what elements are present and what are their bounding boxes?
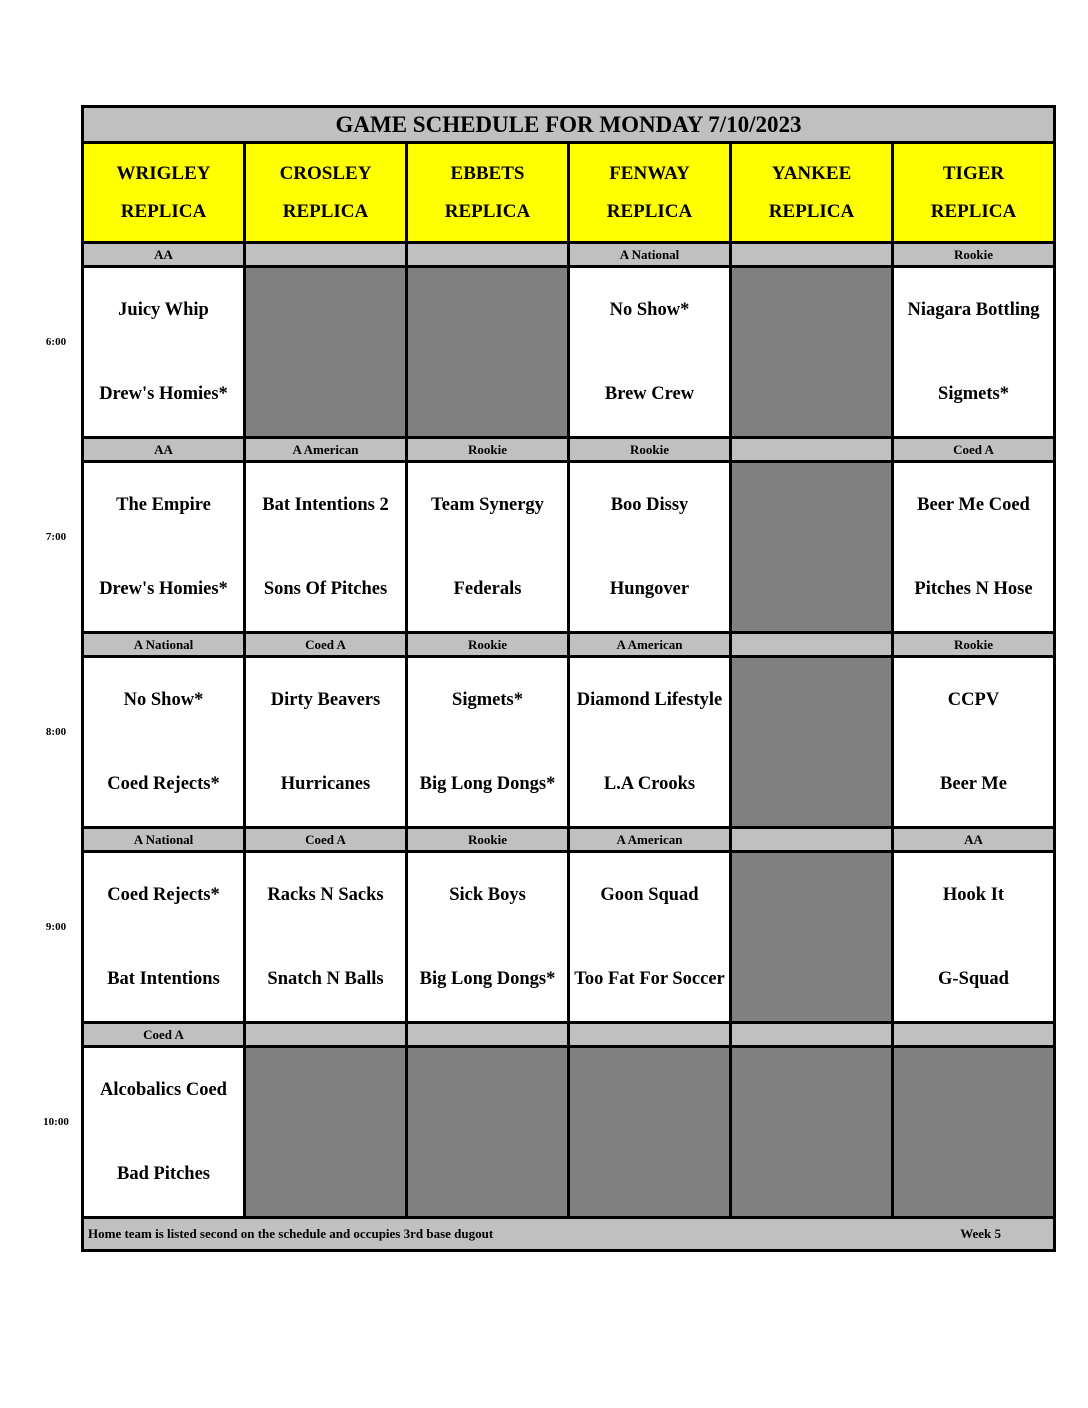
empty-slot <box>732 268 891 436</box>
away-team: Diamond Lifestyle <box>576 690 723 710</box>
field-name: EBBETS <box>450 162 525 184</box>
division-label <box>732 244 891 265</box>
time-label: 10:00 <box>43 1116 69 1128</box>
empty-slot <box>408 1048 567 1216</box>
division-label: A American <box>246 439 405 460</box>
field-name: YANKEE <box>771 162 852 184</box>
away-team: Dirty Beavers <box>270 690 381 710</box>
home-team: Sigmets* <box>938 384 1009 404</box>
time-label: 8:00 <box>45 726 67 738</box>
empty-slot <box>246 268 405 436</box>
game-cell <box>894 463 1053 631</box>
game-cell <box>570 658 729 826</box>
division-label: A American <box>570 634 729 655</box>
game-cell <box>570 268 729 436</box>
game-cell <box>84 268 243 436</box>
footer-bar <box>84 1219 1053 1249</box>
empty-slot <box>732 853 891 1021</box>
away-team: Hook It <box>942 885 1005 905</box>
game-cell <box>84 463 243 631</box>
division-label <box>732 829 891 850</box>
home-team: Bad Pitches <box>116 1164 210 1184</box>
home-team: Big Long Dongs* <box>419 969 556 989</box>
away-team: Coed Rejects* <box>107 885 220 905</box>
home-team: Brew Crew <box>604 384 695 404</box>
field-header <box>570 144 729 241</box>
game-cell <box>570 463 729 631</box>
field-header <box>408 144 567 241</box>
division-label: AA <box>84 439 243 460</box>
division-label: Rookie <box>894 244 1053 265</box>
time-label: 6:00 <box>45 336 67 348</box>
home-team: Bat Intentions <box>107 969 220 989</box>
game-cell <box>894 658 1053 826</box>
game-cell <box>408 853 567 1021</box>
away-team: Bat Intentions 2 <box>262 495 389 515</box>
home-team: Drew's Homies* <box>99 384 228 404</box>
away-team: Racks N Sacks <box>267 885 384 905</box>
away-team: Juicy Whip <box>118 300 209 320</box>
field-name: TIGER <box>942 162 1005 184</box>
field-name: CROSLEY <box>279 162 372 184</box>
field-subtitle: REPLICA <box>930 200 1017 222</box>
division-label: AA <box>894 829 1053 850</box>
field-header <box>84 144 243 241</box>
division-label: Rookie <box>408 829 567 850</box>
division-label <box>246 1024 405 1045</box>
game-cell <box>246 463 405 631</box>
home-team: Beer Me <box>940 774 1007 794</box>
away-team: The Empire <box>116 495 211 515</box>
field-subtitle: REPLICA <box>282 200 369 222</box>
empty-slot <box>570 1048 729 1216</box>
home-team: Drew's Homies* <box>99 579 228 599</box>
division-label: Coed A <box>84 1024 243 1045</box>
division-label <box>732 1024 891 1045</box>
field-subtitle: REPLICA <box>606 200 693 222</box>
division-label: AA <box>84 244 243 265</box>
away-team: No Show* <box>609 300 690 320</box>
division-label: Rookie <box>570 439 729 460</box>
home-team: Hurricanes <box>280 774 371 794</box>
division-label <box>408 244 567 265</box>
footer-note: Home team is listed second on the schedule and occupies 3rd base dugout <box>88 1226 494 1241</box>
division-label: Rookie <box>894 634 1053 655</box>
away-team: Sigmets* <box>452 690 523 710</box>
empty-slot <box>732 463 891 631</box>
field-subtitle: REPLICA <box>120 200 207 222</box>
home-team: Sons Of Pitches <box>263 579 388 599</box>
away-team: Beer Me Coed <box>917 495 1030 515</box>
away-team: Alcobalics Coed <box>100 1080 227 1100</box>
home-team: Hungover <box>609 579 690 599</box>
game-cell <box>408 463 567 631</box>
home-team: G-Squad <box>938 969 1009 989</box>
field-subtitle: REPLICA <box>768 200 855 222</box>
division-label: Coed A <box>246 829 405 850</box>
empty-slot <box>732 658 891 826</box>
game-cell <box>84 1048 243 1216</box>
away-team: CCPV <box>947 690 1000 710</box>
division-label <box>570 1024 729 1045</box>
time-label: 7:00 <box>45 531 67 543</box>
division-label <box>732 439 891 460</box>
away-team: Sick Boys <box>449 885 526 905</box>
empty-slot <box>408 268 567 436</box>
division-label: A National <box>84 829 243 850</box>
game-cell <box>894 268 1053 436</box>
away-team: Niagara Bottling <box>907 300 1040 320</box>
game-cell <box>246 853 405 1021</box>
schedule-table <box>81 105 1056 1252</box>
field-subtitle: REPLICA <box>444 200 531 222</box>
empty-slot <box>732 1048 891 1216</box>
empty-slot <box>894 1048 1053 1216</box>
home-team: L.A Crooks <box>603 774 696 794</box>
home-team: Federals <box>453 579 522 599</box>
division-label: Rookie <box>408 439 567 460</box>
time-label: 9:00 <box>45 921 67 933</box>
away-team: Goon Squad <box>600 885 699 905</box>
game-cell <box>84 658 243 826</box>
division-label: Coed A <box>894 439 1053 460</box>
division-label <box>732 634 891 655</box>
division-label: Coed A <box>246 634 405 655</box>
field-header <box>894 144 1053 241</box>
schedule-title: GAME SCHEDULE FOR MONDAY 7/10/2023 <box>84 108 1053 141</box>
home-team: Snatch N Balls <box>267 969 384 989</box>
division-label: A American <box>570 829 729 850</box>
home-team: Coed Rejects* <box>107 774 220 794</box>
home-team: Too Fat For Soccer <box>574 969 725 989</box>
game-cell <box>570 853 729 1021</box>
division-label: Rookie <box>408 634 567 655</box>
division-label <box>246 244 405 265</box>
division-label <box>408 1024 567 1045</box>
away-team: Team Synergy <box>431 495 544 515</box>
away-team: No Show* <box>123 690 204 710</box>
week-label: Week 5 <box>960 1226 1001 1241</box>
home-team: Big Long Dongs* <box>419 774 556 794</box>
field-name: WRIGLEY <box>116 162 211 184</box>
game-cell <box>894 853 1053 1021</box>
game-cell <box>84 853 243 1021</box>
game-cell <box>408 658 567 826</box>
field-header <box>246 144 405 241</box>
field-header <box>732 144 891 241</box>
empty-slot <box>246 1048 405 1216</box>
field-name: FENWAY <box>609 162 690 184</box>
away-team: Boo Dissy <box>610 495 689 515</box>
division-label <box>894 1024 1053 1045</box>
division-label: A National <box>570 244 729 265</box>
division-label: A National <box>84 634 243 655</box>
game-cell <box>246 658 405 826</box>
home-team: Pitches N Hose <box>914 579 1033 599</box>
